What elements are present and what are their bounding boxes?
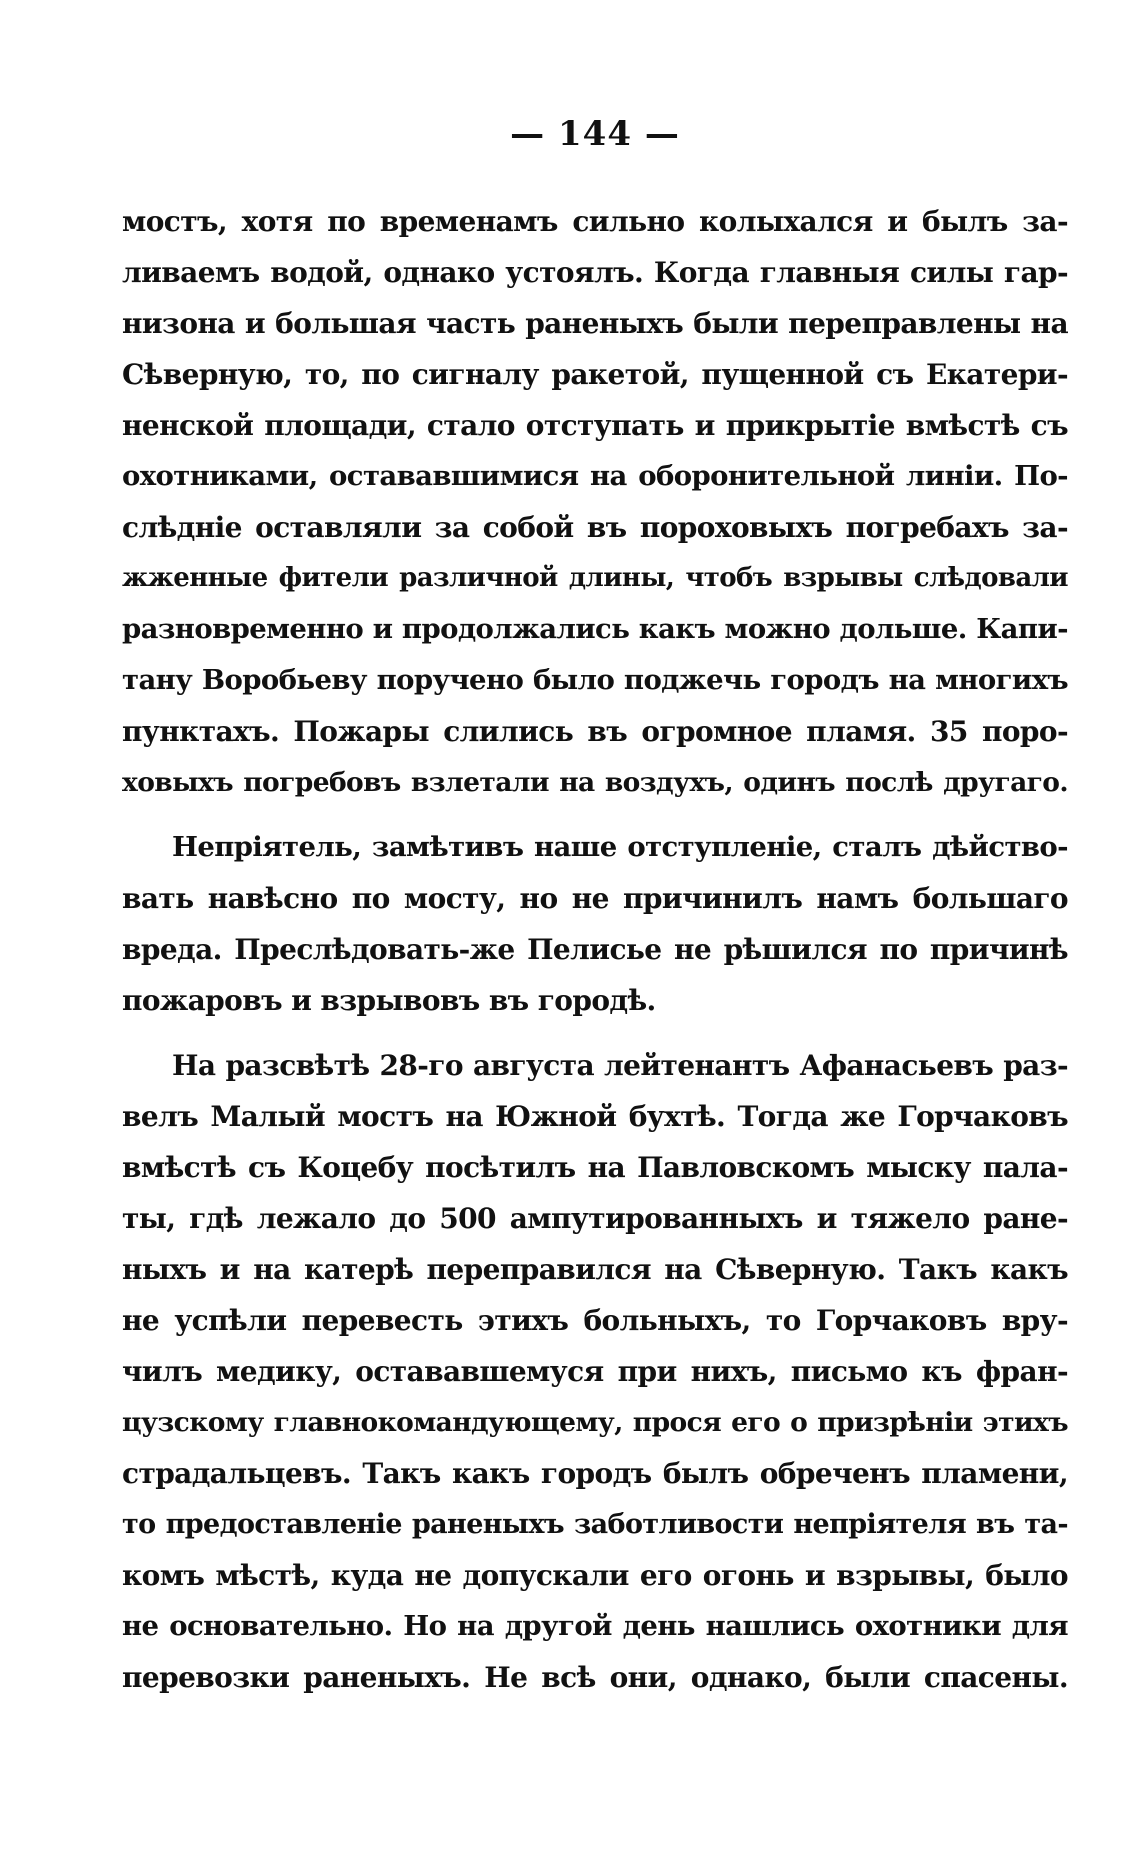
- text-line: комъ мѣстѣ, куда не допускали его огонь и взрывы, было: [122, 1559, 1068, 1592]
- paragraph-2: [122, 822, 1068, 1026]
- text-line: ныхъ и на катерѣ переправился на Сѣверную. Такъ какъ: [122, 1253, 1068, 1286]
- text-line: пунктахъ. Пожары слились въ огромное пламя. 35 поро-: [122, 715, 1068, 748]
- text-line: низона и большая часть раненыхъ были переправлены на: [122, 307, 1068, 340]
- text-line: вреда. Преслѣдовать-же Пелисье не рѣшился по причинѣ: [122, 933, 1068, 966]
- text-line: страдальцевъ. Такъ какъ городъ былъ обреченъ пламени,: [122, 1457, 1068, 1490]
- text-line: тану Воробьеву поручено было поджечь городъ на многихъ: [122, 664, 1068, 696]
- text-line: цузскому главнокомандующему, прося его о призрѣніи этихъ: [122, 1407, 1068, 1438]
- text-line: разновременно и продолжались какъ можно дольше. Капи-: [122, 613, 1068, 645]
- text-line: Сѣверную, то, по сигналу ракетой, пущенной съ Екатери-: [122, 358, 1068, 391]
- text-line: чилъ медику, остававшемуся при нихъ, письмо къ фран-: [122, 1355, 1068, 1388]
- text-line: мостъ, хотя по временамъ сильно колыхался и былъ за-: [122, 205, 1068, 238]
- text-line: жженные фители различной длины, чтобъ взрывы слѣдовали: [122, 563, 1068, 593]
- text-line: не основательно. Но на другой день нашлись охотники для: [122, 1610, 1068, 1642]
- text-line: ты, гдѣ лежало до 500 ампутированныхъ и тяжело ране-: [122, 1202, 1068, 1235]
- text-line: ховыхъ погребовъ взлетали на воздухъ, одинъ послѣ другаго.: [122, 767, 1068, 798]
- text-line: перевозки раненыхъ. Не всѣ они, однако, были спасены.: [122, 1661, 1068, 1694]
- text-line: ливаемъ водой, однако устоялъ. Когда главныя силы гар-: [122, 256, 1068, 289]
- page-number: — 144 —: [510, 114, 680, 154]
- text-line: На разсвѣтѣ 28-го августа лейтенантъ Афанасьевъ раз-: [172, 1049, 1068, 1082]
- text-line: слѣдніе оставляли за собой въ пороховыхъ погребахъ за-: [122, 511, 1068, 544]
- text-line: то предоставленіе раненыхъ заботливости непріятеля въ та-: [122, 1509, 1068, 1540]
- paragraph-1: [122, 196, 1068, 808]
- text-line: вать навѣсно по мосту, но не причинилъ намъ большаго: [122, 882, 1068, 915]
- text-line: охотниками, остававшимися на оборонительной линіи. По-: [122, 460, 1068, 492]
- text-line: вмѣстѣ съ Коцебу посѣтилъ на Павловскомъ мыску пала-: [122, 1151, 1068, 1184]
- text-line-last: пожаровъ и взрывовъ въ городѣ.: [122, 984, 656, 1017]
- text-line: велъ Малый мостъ на Южной бухтѣ. Тогда же Горчаковъ: [122, 1100, 1068, 1133]
- text-line: не успѣли перевесть этихъ больныхъ, то Горчаковъ вру-: [122, 1304, 1068, 1337]
- paragraph-3: [122, 1040, 1068, 1703]
- text-line: Непріятель, замѣтивъ наше отступленіе, сталъ дѣйство-: [172, 831, 1068, 863]
- text-line: ненской площади, стало отступать и прикрытіе вмѣстѣ съ: [122, 409, 1068, 442]
